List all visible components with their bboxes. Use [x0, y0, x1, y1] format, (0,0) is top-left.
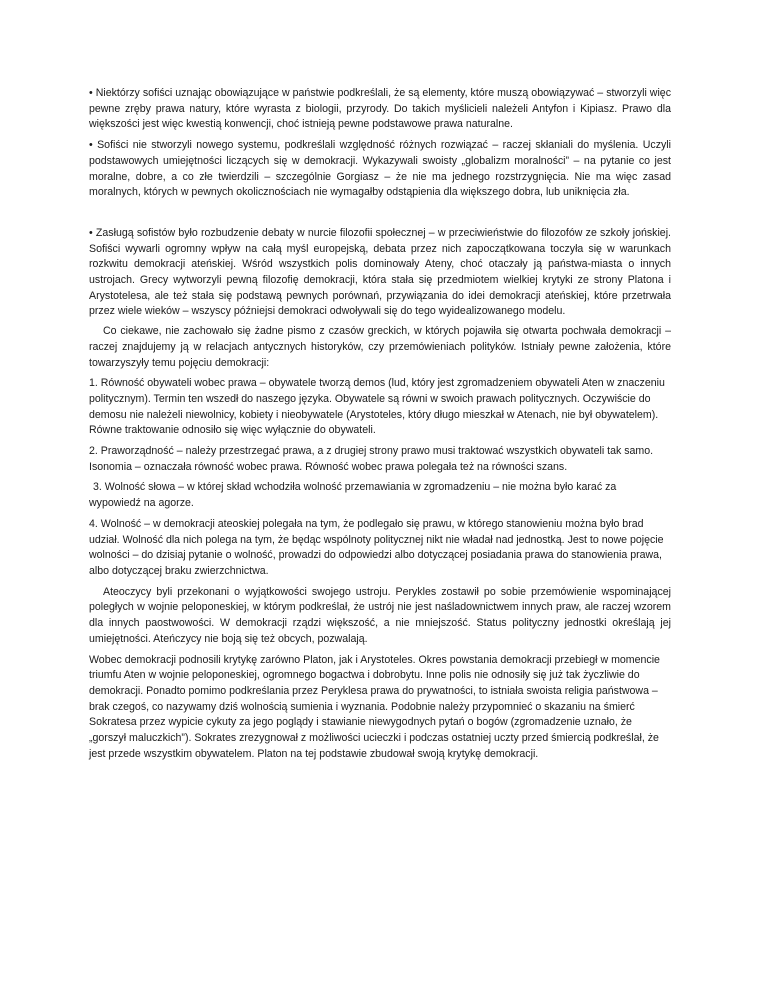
paragraph-athenian-exceptionalism: Ateoczycy byli przekonani o wyjątkowości swojego ustroju. Perykles zostawił po sobie przemówienie wspominającej poległych w wojnie peloponeskiej, w którym podkreślał, że ustrój nie jest naśladownictwem innych praw, ale raczej wzorem dla innych paostwowości. W demokracji rządzi większość, a nie mniejszość. Status polityczny jednostki określają jej umiejętności. Ateńczycy nie boją się też obcych, pozwalają. — [89, 585, 671, 645]
paragraph-critique-of-democracy: Wobec demokracji podnosili krytykę zarówno Platon, jak i Arystoteles. Okres powstania demokracji przebiegł w momencie triumfu Aten w wojnie peloponeskiej, ogromnego bogactwa i dobrobytu. Inne polis nie odnosiły się już tak życzliwie do demokracji. Ponadto pomimo podkreślania przez Peryklesa prawa do prywatności, to istniała swoista religia państwowa – brak czegoś, co nazywamy dziś wolnością sumienia i wyznania. Podobnie należy przypomnieć o skazaniu na śmierć Sokratesa przez wypicie cykuty za jego poglądy i stawianie niewygodnych pytań o bogów (zgromadzenie uznało, że „gorszył maluczkich”). Sokrates zrezygnował z możliwości ucieczki i podczas ostatniej uczty przed śmiercią podkreślał, że jest przede wszystkim obywatelem. Platon na tej podstawie zbudował swoją krytykę demokracji. — [89, 653, 660, 760]
list-item-equality: 1. Równość obywateli wobec prawa – obywatele tworzą demos (lud, który jest zgromadzeniem obywateli Aten w znaczeniu politycznym). Termin ten wszedł do naszego języka. Obywatele są równi w swoich prawach politycznych. Oczywiście do demosu nie należeli niewolnicy, kobiety i nieobywatele (Arystoteles, który długo mieszkał w Atenach, nie był obywatelem). Równe traktowanie odnosiło się więc wyłącznie do obywateli. — [89, 377, 665, 437]
list-item-rule-of-law: 2. Praworządność – należy przestrzegać prawa, a z drugiej strony prawo musi traktować wszystkich obywateli tak samo. Isonomia – oznaczała równość wobec prawa. Równość wobec prawa polegała też na równości szans. — [89, 445, 654, 473]
paragraph-sophists-relativism: • Sofiści nie stworzyli nowego systemu, podkreślali względność różnych rozwiązać – raczej skłaniali do myślenia. Uczyli podstawowych umiejętności liczących się w demokracji. Wykazywali swoisty „globalizm moralności” – na pytanie co jest moralne, dobre, a co złe twierdzili – szczególnie Gorgiasz – że nie ma jednego rozstrzygnięcia. Nie ma więc zasad moralnych, których w pewnych okolicznościach nie wymagałby odstąpienia dla większego dobra, lub uniknięcia zła. — [89, 139, 671, 199]
document-page — [89, 86, 671, 762]
list-item-freedom: 4. Wolność – w demokracji ateoskiej polegała na tym, że podlegało się prawu, w którego stanowieniu można było brad udział. Wolność dla nich polega na tym, że będąc wspólnoty politycznej nikt nie władał nad jednostką. Jest to nowe pojęcie wolności – do dzisiaj pytanie o wolność, prowadzi do odpowiedzi albo dotyczącej posiadania prawa do stanowienia prawa, albo dotyczącej braku zwierzchnictwa. — [89, 517, 664, 577]
list-item-free-speech: 3. Wolność słowa – w której skład wchodziła wolność przemawiania w zgromadzeniu – nie można było karać za wypowiedź na agorze. — [89, 481, 617, 510]
paragraph-sophists-legacy: • Zasługą sofistów było rozbudzenie debaty w nurcie filozofii społecznej – w przeciwieństwie do filozofów ze szkoły jońskiej. Sofiści wywarli ogromny wpływ na całą myśl europejską, debata przez nich zapoczątkowana toczyła się w warunkach rozkwitu demokracji ateńskiej. Wśród wszystkich polis dominowały Ateny, choć otaczały ją państwa-miasta o innych ustrojach. Grecy wytworzyli pewną filozofię demokracji, która stała się przedmiotem wielkiej krytyki ze strony Platona i Arystotelesa, ale też stała się podstawą pewnych porównań, przywiązania do idei demokracji ateńskiej, które przetrwała przez wiele wieków – wszyscy późniejsi demokraci odwoływali się do tego wyidealizowanego modelu. — [89, 226, 671, 318]
paragraph-democracy-assumptions: Co ciekawe, nie zachowało się żadne pismo z czasów greckich, w których pojawiła się otwarta pochwała demokracji – raczej znajdujemy ją w relacjach antycznych historyków, czy przemówieniach polityków. Istniały pewne założenia, które towarzyszyły temu pojęciu demokracji: — [89, 325, 671, 369]
paragraph-sophists-natural-law: • Niektórzy sofiści uznając obowiązujące w państwie podkreślali, że są elementy, które muszą obowiązywać – stworzyli więc pewne zręby prawa natury, które wyrasta z biologii, przyrody. Do takich myślicieli należeli Antyfon i Kipiasz. Prawo dla większości jest więc kwestią konwencji, choć istnieją pewne podstawowe prawa naturalne. — [89, 87, 671, 131]
